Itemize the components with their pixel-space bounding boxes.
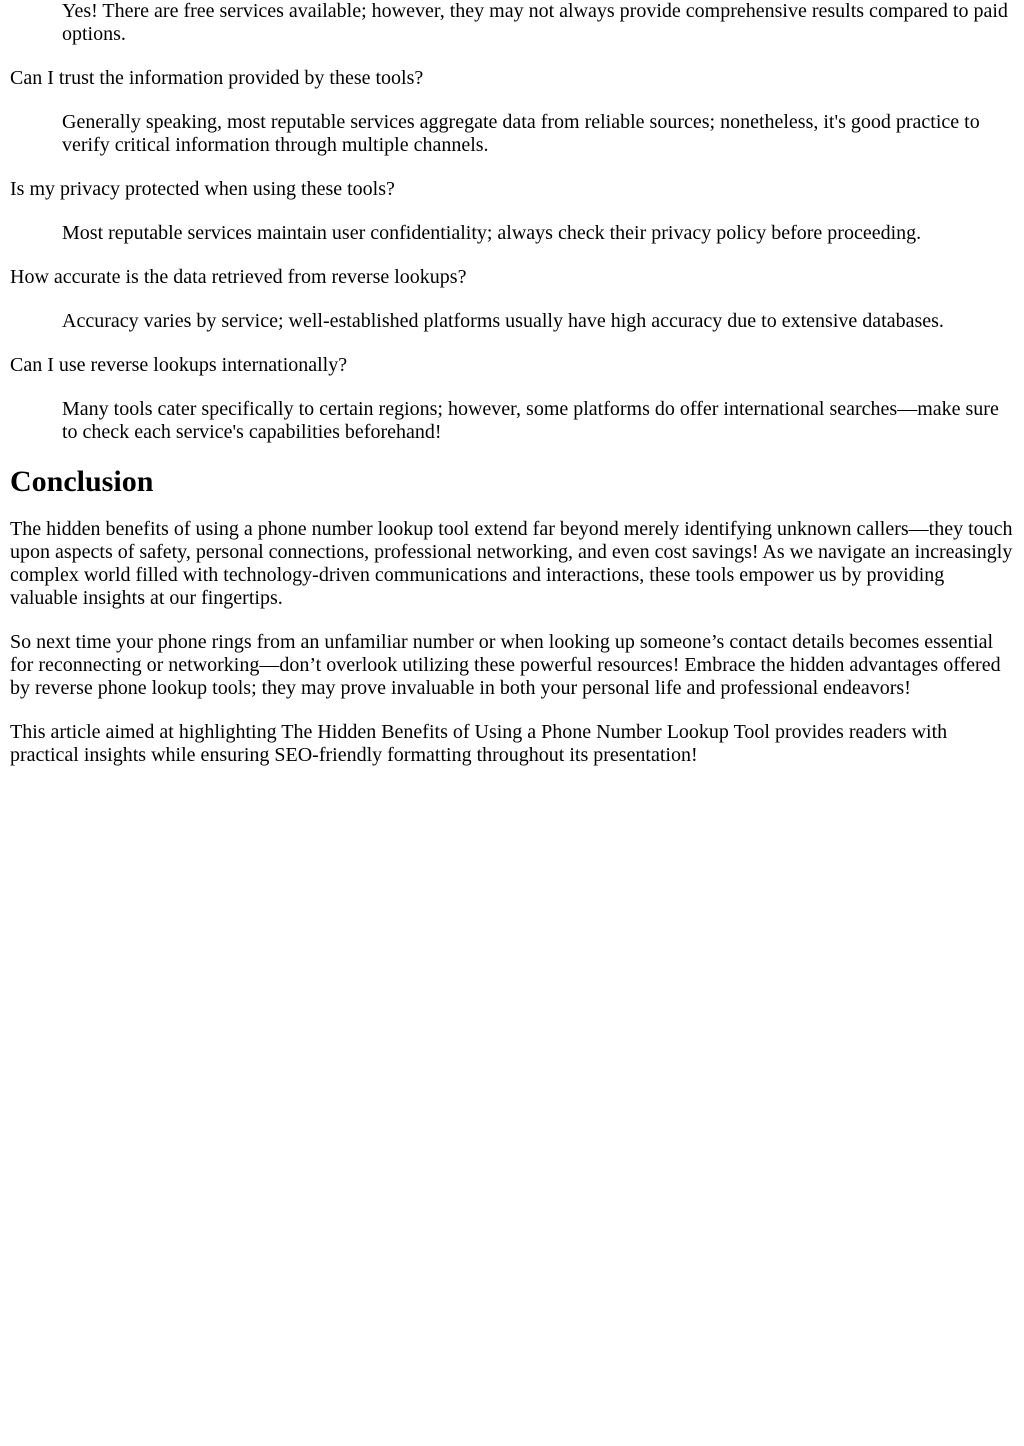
- faq-answer: Accuracy varies by service; well-established platforms usually have high accuracy due to extensive databases.: [62, 310, 944, 332]
- faq-question: Is my privacy protected when using these tools?: [10, 178, 395, 200]
- faq-answer: Most reputable services maintain user confidentiality; always check their privacy policy before proceeding.: [62, 222, 922, 244]
- faq-answer: Generally speaking, most reputable services aggregate data from reliable sources; nonetheless, it's good practice to verify critical information through multiple channels.: [62, 111, 980, 156]
- conclusion-paragraph: So next time your phone rings from an unfamiliar number or when looking up someone’s contact details becomes essential for reconnecting or networking—don’t overlook utilizing these powerful resources! Embrace the hidden advantages offered by reverse phone lookup tools; they may prove invaluable in both your personal life and professional endeavors!: [10, 631, 1001, 699]
- faq-list: [10, 0, 1014, 444]
- faq-question: Can I use reverse lookups internationally?: [10, 354, 348, 376]
- conclusion-paragraph: The hidden benefits of using a phone number lookup tool extend far beyond merely identifying unknown callers—they touch upon aspects of safety, personal connections, professional networking, and even cost savings! As we navigate an increasingly complex world filled with technology-driven communications and interactions, these tools empower us by providing valuable insights at our fingertips.: [10, 518, 1013, 609]
- faq-answer: Many tools cater specifically to certain regions; however, some platforms do offer international searches—make sure to check each service's capabilities beforehand!: [62, 398, 999, 443]
- faq-question: Can I trust the information provided by these tools?: [10, 67, 424, 89]
- faq-answer: Yes! There are free services available; however, they may not always provide comprehensive results compared to paid options.: [62, 0, 1008, 45]
- conclusion-heading: Conclusion: [10, 465, 154, 498]
- faq-question: How accurate is the data retrieved from reverse lookups?: [10, 266, 467, 288]
- closing-note-paragraph: This article aimed at highlighting The Hidden Benefits of Using a Phone Number Lookup Tool provides readers with practical insights while ensuring SEO-friendly formatting throughout its presentation!: [10, 721, 948, 766]
